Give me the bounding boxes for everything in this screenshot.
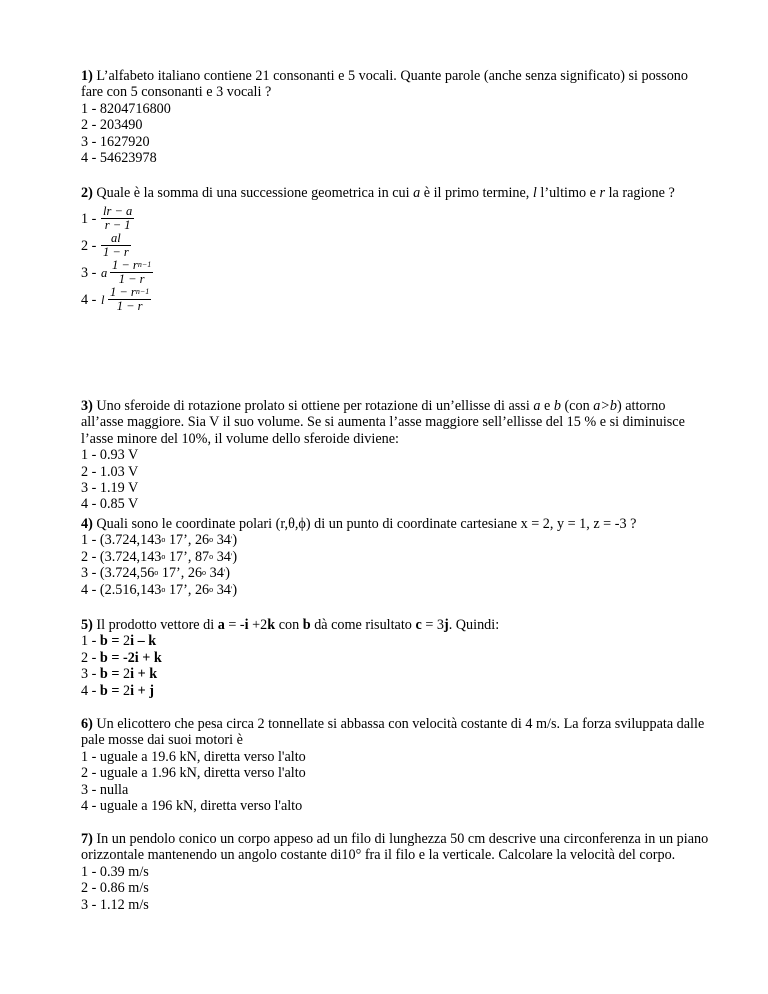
answer-option: 3 - 1.12 m/s [81, 896, 149, 913]
answer-option: 1 - 0.93 V [81, 447, 139, 464]
answer-option: 1 - (3.724,143$^o$ 17’, 26$^o$ 34') [81, 532, 238, 549]
question-number: 3) [81, 398, 93, 414]
question-5: 5) Il prodotto vettore di a = -i +2k con b dà come risultato c = 3j. Quindi: 1 - b = 2i – k 2 - b = -2i + k 3 - b = 2i + k 4 - b = 2i + j [81, 617, 711, 699]
answer-option: 3 - 1.19 V [81, 480, 139, 497]
answer-option: 4 - b = 2i + j [81, 682, 154, 699]
question-3: 3) Uno sferoide di rotazione prolato si ottiene per rotazione di un’ellisse di assi a e b (con a>b) attorno all’asse maggiore. Sia V il suo volume. Se si aumenta l’asse maggiore sell’ellisse del 15 % e si diminuisce l’asse minore del 10%, il volume dello sferoide diviene: 1 - 0.93 V 2 - 1.03 V 3 - 1.19 V 4 - 0.85 V [81, 398, 711, 513]
answer-option: 1 - $\frac{lr - a}{r - 1}$ [81, 204, 133, 233]
answer-option: 2 - $\frac{al}{1 - r}$ [81, 231, 129, 260]
question-number: 1) [81, 68, 93, 84]
question-7: 7) In un pendolo conico un corpo appeso ad un filo di lunghezza 50 cm descrive una circonferenza in un piano orizzontale mantenendo un angolo costante di10° fra il filo e la verticale. Calcolare la velocità del corpo. 1 - 0.39 m/s 2 - 0.86 m/s 3 - 1.12 m/s [81, 831, 711, 913]
answer-option: 2 - 0.86 m/s [81, 880, 149, 897]
answer-option: 4 - (2.516,143$^o$ 17’, 26$^o$ 34') [81, 581, 238, 598]
question-1 [81, 68, 711, 166]
question-6: 6) Un elicottero che pesa circa 2 tonnellate si abbassa con velocità costante di 4 m/s. La forza sviluppata dalle pale mosse dai suoi motori è 1 - uguale a 19.6 kN, diretta verso l'alto 2 - uguale a 1.96 kN, diretta verso l'alto 3 - nulla 4 - uguale a 196 kN, diretta verso l'alto [81, 716, 711, 814]
question-number: 5) [81, 617, 93, 633]
answer-option: 2 - b = -2i + k [81, 649, 162, 666]
answer-option: 2 - uguale a 1.96 kN, diretta verso l'alto [81, 765, 306, 782]
answer-option: 1 - uguale a 19.6 kN, diretta verso l'alto [81, 748, 306, 765]
answer-option: 2 - (3.724,143$^o$ 17’, 87$^o$ 34') [81, 548, 238, 565]
answer-option: 1 - 8204716800 [81, 100, 171, 117]
question-number: 6) [81, 716, 93, 732]
answer-option: 4 - l $\frac{1 - r^{n-1}}{1 - r}$ [81, 285, 150, 314]
answer-option: 3 - a $\frac{1 - r^{n-1}}{1 - r}$ [81, 258, 152, 287]
fraction: $\frac{1 - r^{n-1}}{1 - r}$ [110, 285, 150, 314]
fraction: $\frac{al}{1 - r}$ [103, 231, 129, 260]
question-2: 2) Quale è la somma di una successione geometrica in cui a è il primo termine, l l’ultimo e r la ragione ? 1 - $\frac{lr - a}{r - 1}$ 2 - $\frac{al}{1 - r}$ 3 - a $\frac{1 - r^{n-1}}{1 - r}$ 4 - l $\frac{1 - r^{n-1}}{1 - r}$ [81, 185, 711, 313]
answer-option: 2 - 203490 [81, 117, 143, 134]
answer-option: 1 - b = 2i – k [81, 633, 157, 650]
fraction: $\frac{1 - r^{n-1}}{1 - r}$ [112, 258, 152, 287]
question-text: L’alfabeto italiano contiene 21 consonanti e 5 vocali. Quante parole (anche senza significato) si possono fare con 5 consonanti e 3 vocali ? [81, 68, 688, 101]
answer-option: 3 - (3.724,56$^o$ 17’, 26$^o$ 34') [81, 565, 230, 582]
answer-option: 4 - 54623978 [81, 150, 157, 167]
question-number: 2) [81, 185, 93, 201]
question-4: 4) Quali sono le coordinate polari (r,θ,ϕ) di un punto di coordinate cartesiane x = 2, y = 1, z = -3 ? 1 - (3.724,143$^o$ 17’, 26$^o$ 34') 2 - (3.724,143$^o$ 17’, 87$^o$ 34') 3 - (3.724,56$^o$ 17’, 26$^o$ 34') 4 - (2.516,143$^o$ 17’, 26$^o$ 34') [81, 516, 711, 598]
answer-option: 1 - 0.39 m/s [81, 863, 149, 880]
answer-option: 3 - b = 2i + k [81, 666, 158, 683]
answer-option: 3 - nulla [81, 781, 129, 798]
answer-option: 2 - 1.03 V [81, 463, 139, 480]
fraction: $\frac{lr - a}{r - 1}$ [103, 204, 133, 233]
answer-option: 3 - 1627920 [81, 133, 150, 150]
question-number: 7) [81, 831, 93, 847]
question-number: 4) [81, 516, 93, 532]
answer-option: 4 - uguale a 196 kN, diretta verso l'alto [81, 798, 303, 815]
answer-option: 4 - 0.85 V [81, 496, 139, 513]
